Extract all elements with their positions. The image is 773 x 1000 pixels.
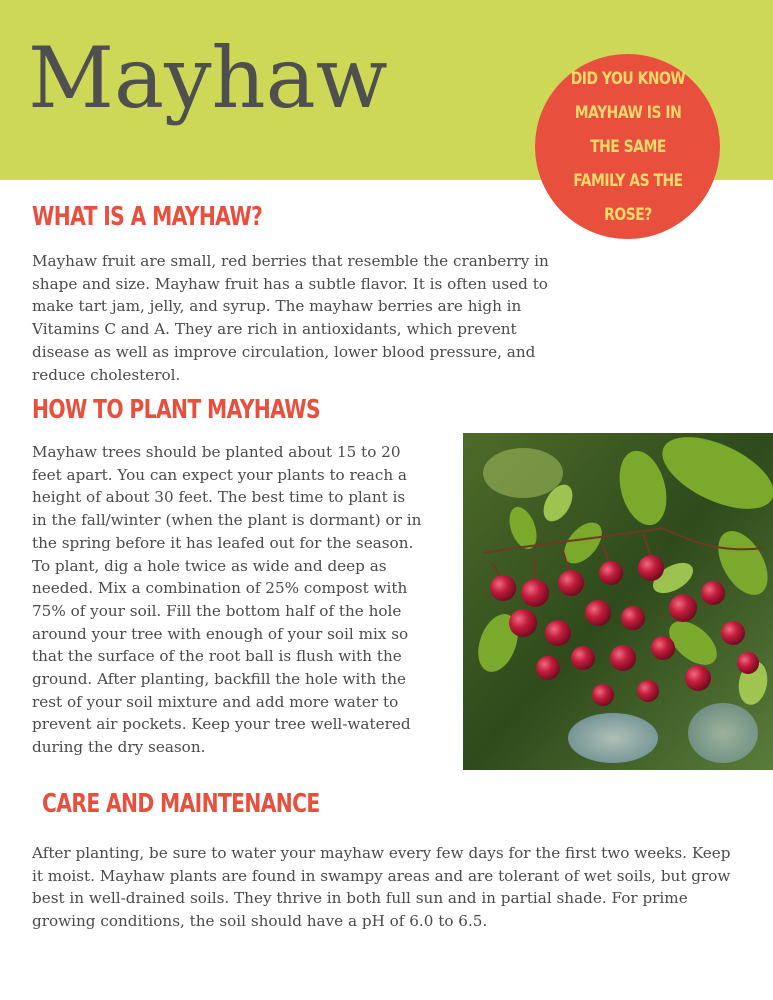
did-you-know-callout xyxy=(535,54,720,239)
section-heading-how-to-plant: HOW TO PLANT MAYHAWS xyxy=(32,395,321,425)
section-body-what-is: Mayhaw fruit are small, red berries that resemble the cranberry in shape and size. Mayhaw fruit has a subtle flavor. It is often used to make tart jam, jelly, and syrup. The mayhaw berries are high in Vitamins C and A. They are rich in antioxidants, which prevent disease as well as improve circulation, lower blood pressure, and reduce cholesterol. xyxy=(32,252,549,384)
section-heading-care: CARE AND MAINTENANCE xyxy=(42,789,320,819)
mayhaw-berries-photo xyxy=(463,433,773,770)
section-body-how-to-plant: Mayhaw trees should be planted about 15 to 20 feet apart. You can expect your plants to reach a height of about 30 feet. The best time to plant is in the fall/winter (when the plant is dormant) or in the spring before it has leafed out for the season. To plant, dig a hole twice as wide and deep as needed. Mix a combination of 25% compost with 75% of your soil. Fill the bottom half of the hole around your tree with enough of your soil mix so that the surface of the root ball is flush with the ground. After planting, backfill the hole with the rest of your soil mixture and add more water to prevent air pockets. Keep your tree well-watered during the dry season. xyxy=(32,443,422,757)
section-body-care: After planting, be sure to water your mayhaw every few days for the first two weeks. Keep it moist. Mayhaw plants are found in swampy areas and are tolerant of wet soils, but grow best in well-drained soils. They thrive in both full sun and in partial shade. For prime growing conditions, the soil should have a pH of 6.0 to 6.5. xyxy=(32,844,731,931)
page-title: Mayhaw xyxy=(28,29,388,127)
callout-text: DID YOU KNOW MAYHAW IS IN THE SAME FAMILY AS THE ROSE? xyxy=(570,68,685,225)
section-heading-what-is: WHAT IS A MAYHAW? xyxy=(32,202,263,232)
